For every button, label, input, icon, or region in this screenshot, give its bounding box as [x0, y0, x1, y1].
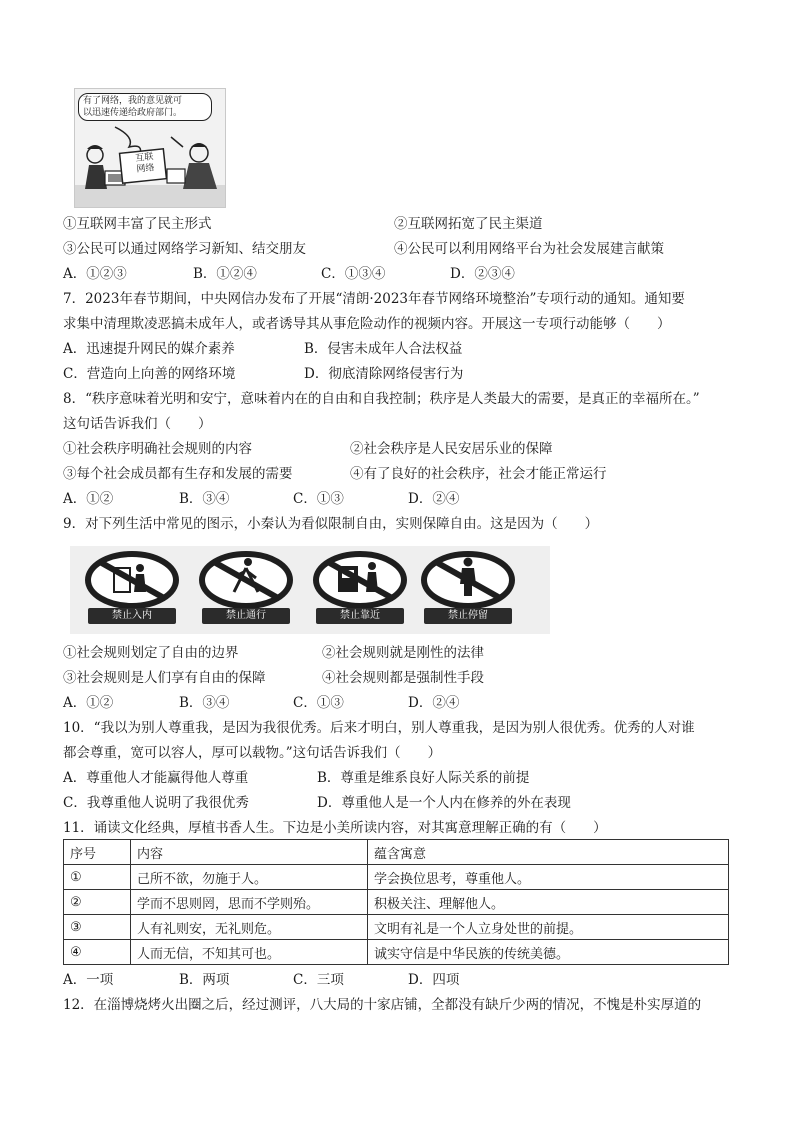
header-meaning: 蕴含寓意 — [368, 840, 729, 865]
row-meaning: 学会换位思考，尊重他人。 — [368, 865, 729, 890]
row-number: ④ — [64, 940, 131, 965]
row-meaning: 积极关注、理解他人。 — [368, 890, 729, 915]
q10-stem-line-1: 10．“我以为别人尊重我，是因为我很优秀。后来才明白，别人尊重我，是因为别人很优秀。优秀的人对谁 — [63, 720, 695, 736]
sign-label-4: 禁止停留 — [424, 608, 512, 624]
q8-stem-line-2: 这句话告诉我们（ ） — [63, 416, 212, 432]
q9-option-3: ③社会规则是人们享有自由的保障 — [63, 670, 266, 686]
row-number: ③ — [64, 915, 131, 940]
table-row — [64, 940, 729, 965]
q8-option-4: ④有了良好的社会秩序，社会才能正常运行 — [350, 466, 607, 482]
row-content: 学而不思则罔，思而不学则殆。 — [131, 890, 368, 915]
no-approach-icon — [312, 548, 408, 608]
q6-choice-c: C．①③④ — [321, 266, 386, 282]
q9-option-2: ②社会规则就是刚性的法律 — [322, 645, 484, 661]
q6-choice-a: A．①②③ — [63, 266, 127, 282]
row-meaning: 文明有礼是一个人立身处世的前提。 — [368, 915, 729, 940]
sign-label-2: 禁止通行 — [202, 608, 290, 624]
q6-choice-b: B．①②④ — [193, 266, 257, 282]
row-content: 人有礼则安，无礼则危。 — [131, 915, 368, 940]
q8-stem-line-1: 8．“秩序意味着光明和安宁，意味着内在的自由和自我控制；秩序是人类最大的需要，是真正的幸福所在。” — [63, 391, 700, 407]
bubble-line-1: 有了网络，我的意见就可 — [83, 96, 183, 106]
q6-option-1: ①互联网丰富了民主形式 — [63, 216, 212, 232]
cartoon-image — [74, 88, 226, 208]
board-label — [124, 151, 166, 177]
q12-stem-line-1: 12．在淄博烧烤火出圈之后，经过测评，八大局的十家店铺，全都没有缺斤少两的情况，不愧是朴实厚道的 — [63, 997, 702, 1013]
row-number: ① — [64, 865, 131, 890]
q9-choice-d: D．②④ — [408, 695, 460, 711]
q9-choice-b: B．③④ — [179, 695, 230, 711]
q8-option-3: ③每个社会成员都有生存和发展的需要 — [63, 466, 293, 482]
q10-stem-line-2: 都会尊重，宽可以容人，厚可以载物。”这句话告诉我们（ ） — [63, 745, 442, 761]
q8-choice-a: A．①② — [63, 491, 114, 507]
q7-choice-d: D．彻底清除网络侵害行为 — [304, 366, 464, 382]
q6-option-4: ④公民可以利用网络平台为社会发展建言献策 — [394, 241, 664, 257]
q7-choice-b: B．侵害未成年人合法权益 — [304, 341, 463, 357]
q9-choice-c: C．①③ — [293, 695, 344, 711]
q11-table — [63, 839, 729, 965]
q11-choice-c: C．三项 — [293, 972, 344, 988]
q10-choice-c: C．我尊重他人说明了我很优秀 — [63, 795, 249, 811]
no-walking-icon — [198, 548, 294, 608]
bubble-line-2: 以迅速传递给政府部门。 — [83, 108, 183, 118]
table-header-row — [64, 840, 729, 865]
row-content: 己所不欲，勿施于人。 — [131, 865, 368, 890]
no-entry-icon — [84, 548, 180, 608]
header-number: 序号 — [64, 840, 131, 865]
row-meaning: 诚实守信是中华民族的传统美德。 — [368, 940, 729, 965]
sign-no-approach — [312, 548, 408, 630]
q8-choice-b: B．③④ — [179, 491, 230, 507]
q10-choice-b: B．尊重是维系良好人际关系的前提 — [317, 770, 530, 786]
row-number: ② — [64, 890, 131, 915]
q11-stem: 11．诵读文化经典，厚植书香人生。下边是小美所读内容，对其寓意理解正确的有（ ） — [63, 820, 607, 836]
q7-choice-c: C．营造向上向善的网络环境 — [63, 366, 236, 382]
q7-stem-line-2: 求集中清理欺凌恶搞未成年人，或者诱导其从事危险动作的视频内容。开展这一专项行动能够（ ） — [63, 316, 671, 332]
speech-bubble — [78, 93, 212, 121]
q10-choice-a: A．尊重他人才能赢得他人尊重 — [63, 770, 249, 786]
sign-no-entry — [84, 548, 180, 630]
sign-label-3: 禁止靠近 — [316, 608, 404, 624]
q8-choice-d: D．②④ — [408, 491, 460, 507]
sign-no-stay — [420, 548, 516, 630]
q11-choice-d: D．四项 — [408, 972, 460, 988]
q8-option-2: ②社会秩序是人民安居乐业的保障 — [350, 441, 553, 457]
q8-choice-c: C．①③ — [293, 491, 344, 507]
q8-option-1: ①社会秩序明确社会规则的内容 — [63, 441, 252, 457]
table-row — [64, 865, 729, 890]
board-line-2: 网络 — [136, 163, 155, 175]
q9-choice-a: A．①② — [63, 695, 114, 711]
row-content: 人而无信，不知其可也。 — [131, 940, 368, 965]
q9-stem: 9．对下列生活中常见的图示，小秦认为看似限制自由，实则保障自由。这是因为（ ） — [63, 516, 599, 532]
header-content: 内容 — [131, 840, 368, 865]
q6-choice-d: D．②③④ — [450, 266, 515, 282]
table-row — [64, 915, 729, 940]
q10-choice-d: D．尊重他人是一个人内在修养的外在表现 — [317, 795, 571, 811]
q7-choice-a: A．迅速提升网民的媒介素养 — [63, 341, 235, 357]
q9-option-1: ①社会规则划定了自由的边界 — [63, 645, 239, 661]
no-standing-icon — [420, 548, 516, 608]
sign-no-passage — [198, 548, 294, 630]
q6-option-3: ③公民可以通过网络学习新知、结交朋友 — [63, 241, 306, 257]
q9-option-4: ④社会规则都是强制性手段 — [322, 670, 484, 686]
q6-option-2: ②互联网拓宽了民主渠道 — [394, 216, 543, 232]
table-row — [64, 890, 729, 915]
q7-stem-line-1: 7．2023年春节期间，中央网信办发布了开展“清朗·2023年春节网络环境整治”专项行动的通知。通知要 — [63, 291, 685, 307]
board-line-1: 互联 — [134, 152, 154, 164]
sign-label-1: 禁止入内 — [88, 608, 176, 624]
q11-choice-b: B．两项 — [179, 972, 230, 988]
q11-choice-a: A．一项 — [63, 972, 114, 988]
prohibition-signs — [70, 546, 550, 634]
